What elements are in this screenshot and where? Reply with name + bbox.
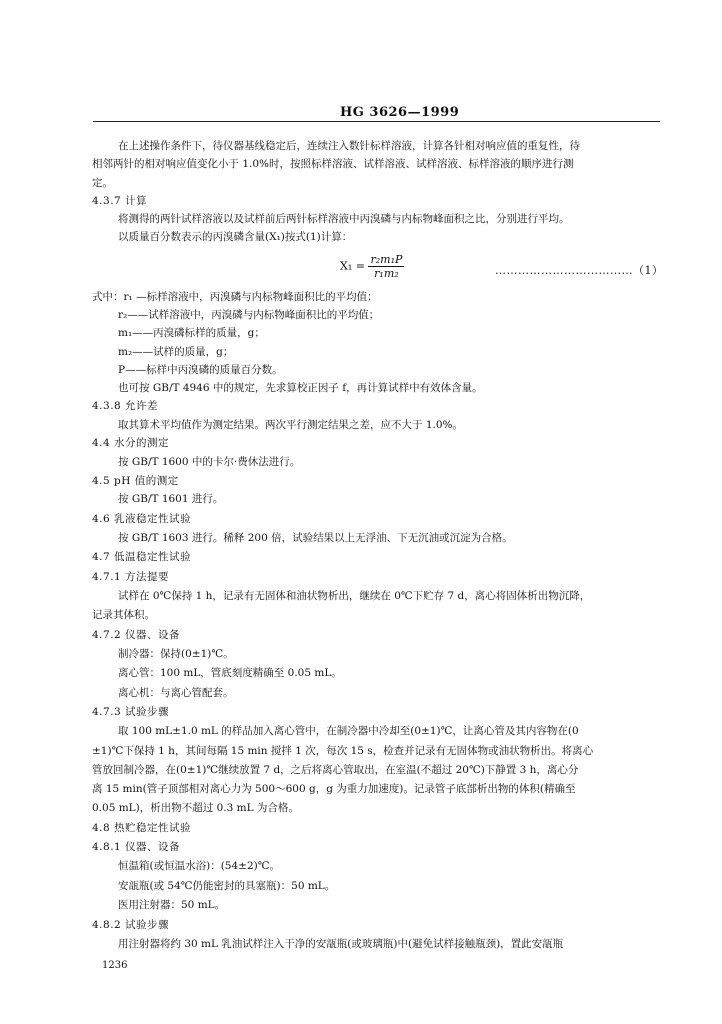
section-heading: 4.4 水分的测定: [92, 437, 170, 449]
formula-fraction: [368, 253, 404, 280]
section-heading: 4.3.8 允许差: [92, 400, 159, 412]
header-rule: [93, 121, 660, 122]
formula: [340, 253, 404, 280]
formula-lhs: X₁ =: [340, 259, 365, 273]
formula-number: ………………………………（1）: [495, 264, 664, 277]
section-heading: 4.8 热贮稳定性试验: [92, 822, 192, 834]
page-number: 1236: [102, 960, 128, 971]
section-heading: 4.7.1 方法提要: [92, 571, 170, 583]
paragraph-line: 离心管：100 mL，管底刻度精确至 0.05 mL。: [118, 667, 342, 679]
paragraph-line: 将测得的两针试样溶液以及试样前后两针标样溶液中丙溴磷与内标物峰面积之比，分别进行平均。: [118, 213, 570, 225]
section-heading: 4.7 低温稳定性试验: [92, 551, 192, 563]
section-heading: 4.5 pH 值的测定: [92, 475, 179, 487]
paragraph-line: 制冷器：保持(0±1)℃。: [118, 648, 234, 660]
paragraph-line: 离心机：与离心管配套。: [118, 687, 234, 699]
section-heading: 4.8.2 试验步骤: [92, 919, 170, 931]
paragraph-line: m₁——丙溴磷标样的质量，g；: [118, 327, 265, 339]
section-heading: 4.3.7 计算: [92, 195, 148, 207]
paragraph-line: ±1)℃下保持 1 h，其间每隔 15 min 搅拌 1 次，每次 15 s，检查并记录有无固体物或油状物析出。将离心: [92, 745, 594, 757]
paragraph-line: P——标样中丙溴磷的质量百分数。: [118, 364, 283, 376]
paragraph-line: 按 GB/T 1603 进行。稀释 200 倍，试验结果以上无浮油、下无沉油或沉淀为合格。: [118, 532, 513, 544]
formula-denominator: r₁m₂: [374, 267, 399, 280]
paragraph-line: 取 100 mL±1.0 mL 的样品加入离心管中，在制冷器中冷却至(0±1)℃，让离心管及其内容物在(0: [118, 725, 579, 737]
paragraph-line: 也可按 GB/T 4946 中的规定，先求算校正因子 f，再计算试样中有效体含量。: [118, 382, 483, 394]
paragraph-line: 按 GB/T 1600 中的卡尔·费休法进行。: [118, 456, 301, 468]
paragraph-line: 离 15 min(管子顶部相对离心力为 500～600 g，g 为重力加速度)。记录管子底部析出物的体积(精确至: [92, 783, 576, 795]
paragraph-line: 式中：r₁ —标样溶液中，丙溴磷与内标物峰面积比的平均值；: [92, 291, 378, 303]
paragraph-line: 按 GB/T 1601 进行。: [118, 493, 224, 505]
paragraph-line: r₂——试样溶液中，丙溴磷与内标物峰面积比的平均值；: [118, 309, 380, 321]
paragraph-line: 定。: [92, 177, 113, 189]
paragraph-line: 安瓿瓶(或 54℃仍能密封的具塞瓶)：50 mL。: [118, 880, 336, 892]
paragraph-line: 在上述操作条件下，待仪器基线稳定后，连续注入数针标样溶液，计算各针相对响应值的重复性，待: [118, 140, 580, 152]
paragraph-line: 相邻两针的相对响应值变化小于 1.0%时，按照标样溶液、试样溶液、试样溶液、标样溶液的顺序进行测: [92, 158, 574, 170]
document-header: HG 3626—1999: [340, 105, 460, 120]
paragraph-line: 0.05 mL)，析出物不超过 0.3 mL 为合格。: [92, 802, 299, 814]
paragraph-line: 试样在 0℃保持 1 h，记录有无固体和油状物析出，继续在 0℃下贮存 7 d，离心将固体析出物沉降，: [118, 590, 591, 602]
section-heading: 4.6 乳液稳定性试验: [92, 513, 192, 525]
paragraph-line: 管放回制冷器，在(0±1)℃继续放置 7 d，之后将离心管取出，在室温(不超过 20℃)下静置 3 h，离心分: [92, 764, 579, 776]
paragraph-line: 用注射器将约 30 mL 乳油试样注入干净的安瓿瓶(或玻璃瓶)中(避免试样接触瓶颈)，置此安瓿瓶: [118, 938, 564, 950]
section-heading: 4.8.1 仪器、设备: [92, 841, 181, 853]
paragraph-line: 取其算术平均值作为测定结果。两次平行测定结果之差，应不大于 1.0%。: [118, 419, 464, 431]
section-heading: 4.7.2 仪器、设备: [92, 629, 181, 641]
paragraph-line: 以质量百分数表示的丙溴磷含量(X₁)按式(1)计算：: [118, 231, 353, 243]
paragraph-line: 记录其体积。: [92, 609, 155, 621]
paragraph-line: 恒温箱(或恒温水浴)：(54±2)℃。: [118, 860, 280, 872]
paragraph-line: 医用注射器：50 mL。: [118, 899, 226, 911]
formula-numerator: r₂m₁P: [370, 253, 403, 266]
paragraph-line: m₂——试样的质量，g；: [118, 346, 234, 358]
section-heading: 4.7.3 试验步骤: [92, 706, 170, 718]
